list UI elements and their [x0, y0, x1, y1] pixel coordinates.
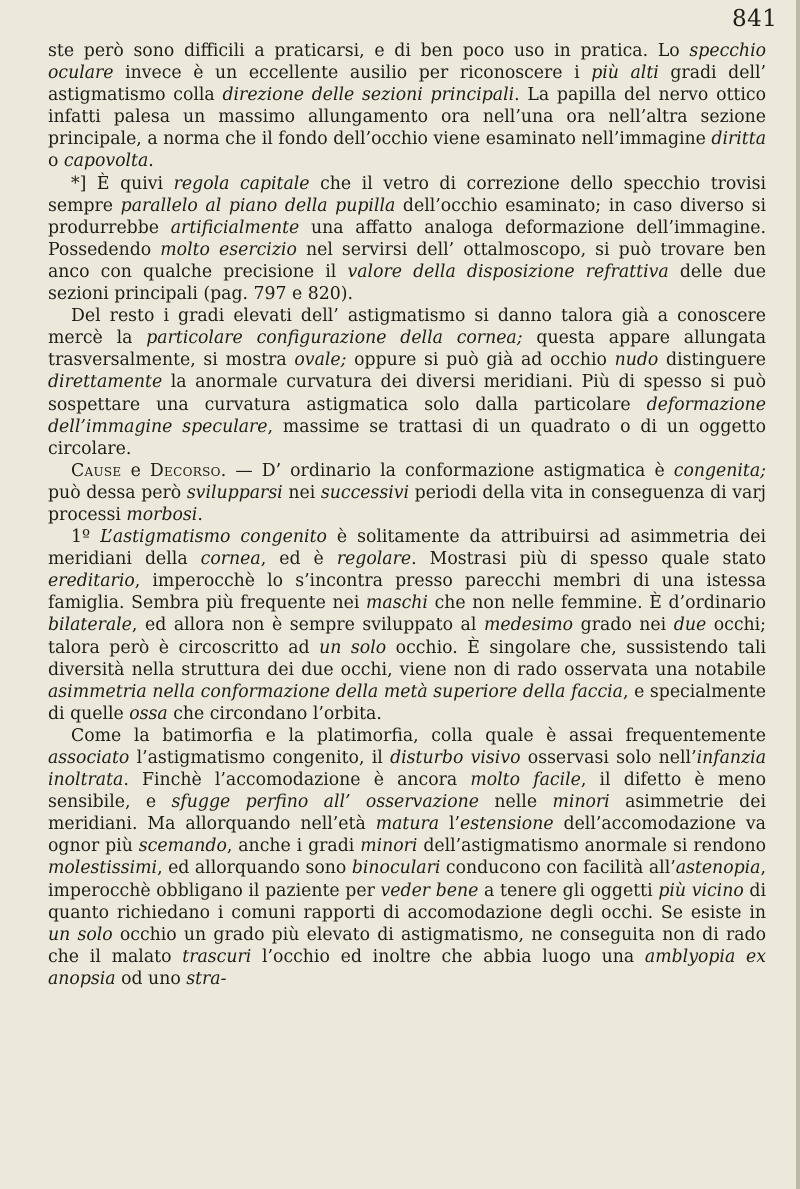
- paragraph-0: ste però sono difficili a praticarsi, e di ben poco uso in pratica. Lo specchio oculare invece è un eccellente ausilio per riconoscere i più alti gradi dell’ astigmatismo colla direzione delle sezioni principali. La papilla del nervo ottico infatti palesa un massimo allungamento ora nell’una ora nell’altra sezione principale, a norma che il fondo dell’occhio viene esaminato nell’immagine diritta o capovolta.: [48, 41, 767, 172]
- body-text: [48, 40, 766, 990]
- paragraph-3: Cause e Decorso. — D’ ordinario la conformazione astigmatica è congenita; può dessa però svilupparsi nei successivi periodi della vita in conseguenza di varj processi morbosi.: [48, 460, 766, 525]
- paragraph-2: Del resto i gradi elevati dell’ astigmatismo si danno talora già a conoscere mercè la particolare configurazione della cornea; questa appare allungata trasversalmente, si mostra ovale; oppure si può già ad occhio nudo distinguere direttamente la anormale curvatura dei diversi meridiani. Più di spesso si può sospettare una curvatura astigmatica solo dalla particolare deformazione dell’immagine speculare, massime se trattasi di un quadrato o di un oggetto circolare.: [48, 306, 766, 459]
- paragraph-5: Come la batimorfia e la platimorfia, colla quale è assai frequentemente associato l’astigmatismo congenito, il disturbo visivo osservasi solo nell’infanzia inoltrata. Finchè l’accomodazione è ancora molto facile, il difetto è meno sensibile, e sfugge perfino all’ osservazione nelle minori asimmetrie dei meridiani. Ma allorquando nell’età matura l’estensione dell’accomodazione va ognor più scemando, anche i gradi minori dell’astigmatismo anormale si rendono molestissimi, ed allorquando sono binoculari conducono con facilità all’astenopia, imperocchè obbligano il paziente per veder bene a tenere gli oggetti più vicino di quanto richiedano i comuni rapporti di accomodazione degli occhi. Se esiste in un solo occhio un grado più elevato di astigmatismo, ne conseguita non di rado che il malato trascuri l’occhio ed inoltre che abbia luogo una amblyopia ex anopsia od uno stra-: [48, 725, 767, 989]
- paragraph-1: *] È quivi regola capitale che il vetro di correzione dello specchio trovisi sempre parallelo al piano della pupilla dell’occhio esaminato; in caso diverso si produrrebbe artificialmente una affatto analoga deformazione dell’immagine. Possedendo molto esercizio nel servirsi dell’ ottalmoscopo, si può trovare ben anco con qualche precisione il valore della disposizione refrattiva delle due sezioni principali (pag. 797 e 820).: [48, 173, 767, 305]
- paragraph-4: 1º L’astigmatismo congenito è solitamente da attribuirsi ad asimmetria dei meridiani della cornea, ed è regolare. Mostrasi più di spesso quale stato ereditario, imperocchè lo s’incontra presso parecchi membri di una istessa famiglia. Sembra più frequente nei maschi che non nelle femmine. È d’ordinario bilaterale, ed allora non è sempre sviluppato al medesimo grado nei due occhi; talora però è circoscritto ad un solo occhio. È singolare che, sussistendo tali diversità nella struttura dei due occhi, viene non di rado osservata una notabile asimmetria nella conformazione della metà superiore della faccia, e specialmente di quelle ossa che circondano l’orbita.: [48, 527, 767, 724]
- page-number: 841: [732, 6, 778, 32]
- page-edge: [796, 0, 800, 1189]
